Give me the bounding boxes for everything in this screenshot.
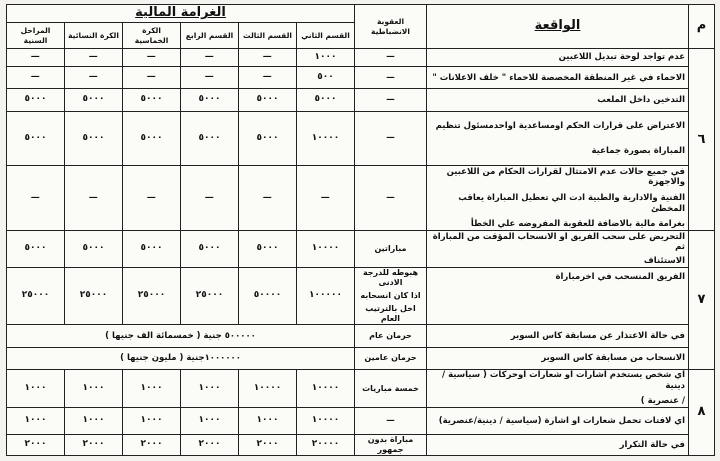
- fine-cell: —: [65, 166, 123, 231]
- header-division-4: القسم الرابع: [181, 23, 239, 49]
- fine-cell: ٥٠٠٠: [123, 89, 181, 111]
- penalty-cell: —: [355, 408, 427, 434]
- violation-cell: [427, 231, 689, 267]
- table-row: [7, 267, 715, 325]
- table-row: [7, 434, 715, 455]
- fine-cell: ١٠٠٠٠: [297, 111, 355, 166]
- fine-cell: ١٠٠٠: [123, 408, 181, 434]
- section-number: ٨: [689, 369, 715, 455]
- fine-cell: ١٠٠٠: [297, 49, 355, 67]
- fine-cell: ١٠٠٠: [181, 369, 239, 407]
- fine-cell: ٥٠٠٠: [239, 111, 297, 166]
- fine-cell: ٥٠٠٠: [65, 111, 123, 166]
- fine-cell: ٢٠٠٠: [65, 434, 123, 455]
- violation-cell: [427, 369, 689, 407]
- header-row-number: م: [689, 5, 715, 49]
- penalty-cell: —: [355, 49, 427, 67]
- fine-cell: —: [65, 49, 123, 67]
- violation-line: التحريض على سحب الفريق او الانسحاب المؤقت من المباراة ثم: [432, 231, 685, 253]
- violation-line: الاعتراض على قرارات الحكم اومساعدية اواحدمسئول تنظيم: [435, 120, 685, 131]
- fine-cell: ١٠٠٠: [181, 408, 239, 434]
- violation-cell: الاحماء في غير المنطقة المخصصة للاحماء " خلف الاعلانات ": [427, 67, 689, 89]
- table-row: [7, 49, 715, 67]
- fine-cell: ٢٥٠٠٠: [65, 267, 123, 325]
- fine-cell: ٥٠٠٠: [239, 231, 297, 267]
- penalty-cell: —: [355, 89, 427, 111]
- violation-cell: عدم تواجد لوحة تبديل اللاعبين: [427, 49, 689, 67]
- table-row: [7, 166, 715, 231]
- header-futsal: الكرة الخماسية: [123, 23, 181, 49]
- fine-cell: ١٠٠٠: [7, 369, 65, 407]
- header-violation: الواقعة: [427, 5, 689, 49]
- fine-cell: ٥٠٠٠: [181, 89, 239, 111]
- fine-cell: —: [123, 166, 181, 231]
- merged-fine-cell: ٥٠٠٠٠٠ جنية ( خمسمائة الف جنيها ): [7, 325, 355, 347]
- fine-cell: —: [297, 166, 355, 231]
- fine-cell: ١٠٠٠: [123, 369, 181, 407]
- fine-cell: ٥٠٠٠: [123, 111, 181, 166]
- table-row: [7, 369, 715, 407]
- fine-cell: ٥٠٠٠: [65, 231, 123, 267]
- fine-cell: —: [7, 67, 65, 89]
- table-row: [7, 325, 715, 347]
- table-row: [7, 231, 715, 267]
- penalty-line: اذا كان انسحابه: [360, 291, 421, 301]
- violation-cell: في حالة الاعتذار عن مسابقة كاس السوبر: [427, 325, 689, 347]
- header-fines: الغرامة المالية: [7, 5, 355, 23]
- fine-cell: ٢٠٠٠: [239, 434, 297, 455]
- fine-cell: —: [181, 49, 239, 67]
- fine-cell: ٢٥٠٠٠: [181, 267, 239, 325]
- penalty-line: هبوطه للدرجة الادنى: [362, 268, 419, 288]
- table-row: [7, 89, 715, 111]
- penalty-cell: حرمان عام: [355, 325, 427, 347]
- fine-cell: ١٠٠٠: [65, 369, 123, 407]
- violation-cell: في حالة التكرار: [427, 434, 689, 455]
- penalty-cell: —: [355, 67, 427, 89]
- fine-cell: ١٠٠٠٠٠: [297, 267, 355, 325]
- section-number: ٧: [689, 231, 715, 370]
- fine-cell: —: [239, 67, 297, 89]
- violation-line: اي شخص يستخدم اشارات او شعارات اوحركات ( سياسية / دينية: [442, 370, 685, 391]
- fine-cell: ١٠٠٠: [7, 408, 65, 434]
- fine-cell: —: [181, 166, 239, 231]
- penalties-sheet: [6, 4, 714, 456]
- fine-cell: ٥٠٠٠: [65, 89, 123, 111]
- fine-cell: —: [65, 67, 123, 89]
- fine-cell: ١٠٠٠٠: [239, 369, 297, 407]
- penalty-cell: حرمان عامين: [355, 347, 427, 369]
- merged-fine-cell: ١٠٠٠٠٠٠جنية ( مليون جنيها ): [7, 347, 355, 369]
- fine-cell: ٥٠٠٠: [7, 111, 65, 166]
- penalty-cell: —: [355, 111, 427, 166]
- violation-cell: الفريق المنسحب في اخرمباراة: [427, 267, 689, 325]
- fine-cell: ٢٠٠٠: [7, 434, 65, 455]
- table-row: [7, 408, 715, 434]
- violation-cell: التدخين داخل الملعب: [427, 89, 689, 111]
- fine-cell: ٢٥٠٠٠: [123, 267, 181, 325]
- penalty-line: اخل بالترتيب العام: [365, 304, 416, 324]
- penalty-cell: —: [355, 166, 427, 231]
- violation-cell: الانسحاب من مسابقة كاس السوبر: [427, 347, 689, 369]
- fine-cell: ٥٠٠٠: [7, 89, 65, 111]
- header-penalty: العقوبة الانضباطية: [355, 5, 427, 49]
- fine-cell: ١٠٠٠: [239, 408, 297, 434]
- penalty-cell: [355, 267, 427, 325]
- fine-cell: ٢٠٠٠: [123, 434, 181, 455]
- penalty-cell: مباراة بدون جمهور: [355, 434, 427, 455]
- violation-line: في جميع حالات عدم الامتثال لقرارات الحكام من اللاعبين والاجهزة: [446, 166, 685, 188]
- penalties-table: [6, 4, 715, 456]
- violation-cell: اي لافتات تحمل شعارات او اشارة (سياسية / دينية/عنصرية): [427, 408, 689, 434]
- header-womens: الكرة النسائية: [65, 23, 123, 49]
- fine-cell: —: [123, 49, 181, 67]
- header-division-2: القسم الثاني: [297, 23, 355, 49]
- fine-cell: ٥٠٠٠: [123, 231, 181, 267]
- penalty-cell: مباراتين: [355, 231, 427, 267]
- header-division-3: القسم الثالث: [239, 23, 297, 49]
- fine-cell: ٥٠٠٠: [7, 231, 65, 267]
- violation-line: بغرامة مالية بالاضافة للعقوبة المفروضه علي الخطأ: [470, 219, 685, 230]
- penalty-cell: خمسة مباريات: [355, 369, 427, 407]
- violation-line: الفنية والادارية والطبية ادت الي تعطيل المباراة يعاقب المخطئ: [458, 193, 685, 214]
- table-row: [7, 67, 715, 89]
- fine-cell: ٥٠٠٠: [239, 89, 297, 111]
- table-row: [7, 111, 715, 166]
- fine-cell: ٢٠٠٠٠: [297, 434, 355, 455]
- fine-cell: ٥٠٠٠: [181, 111, 239, 166]
- fine-cell: —: [7, 166, 65, 231]
- header-youth: المراحل السنية: [7, 23, 65, 49]
- violation-cell: [427, 111, 689, 166]
- fine-cell: ٢٥٠٠٠: [7, 267, 65, 325]
- section-number: ٦: [689, 49, 715, 231]
- fine-cell: ٥٠٠٠: [297, 89, 355, 111]
- fine-cell: —: [123, 67, 181, 89]
- fine-cell: ٢٠٠٠: [181, 434, 239, 455]
- fine-cell: ٥٠٠٠٠: [239, 267, 297, 325]
- violation-line: المباراة بصورة جماعية: [591, 145, 685, 156]
- fine-cell: —: [181, 67, 239, 89]
- fine-cell: —: [239, 166, 297, 231]
- fine-cell: ١٠٠٠: [65, 408, 123, 434]
- fine-cell: ١٠٠٠٠: [297, 231, 355, 267]
- fine-cell: ١٠٠٠٠: [297, 408, 355, 434]
- fine-cell: ١٠٠٠٠: [297, 369, 355, 407]
- violation-line: الاستئناف: [643, 255, 685, 266]
- fine-cell: ٥٠٠: [297, 67, 355, 89]
- fine-cell: —: [7, 49, 65, 67]
- fine-cell: —: [239, 49, 297, 67]
- table-row: [7, 347, 715, 369]
- fine-cell: ٥٠٠٠: [181, 231, 239, 267]
- violation-cell: [427, 166, 689, 231]
- violation-line: / عنصرية ): [640, 396, 685, 407]
